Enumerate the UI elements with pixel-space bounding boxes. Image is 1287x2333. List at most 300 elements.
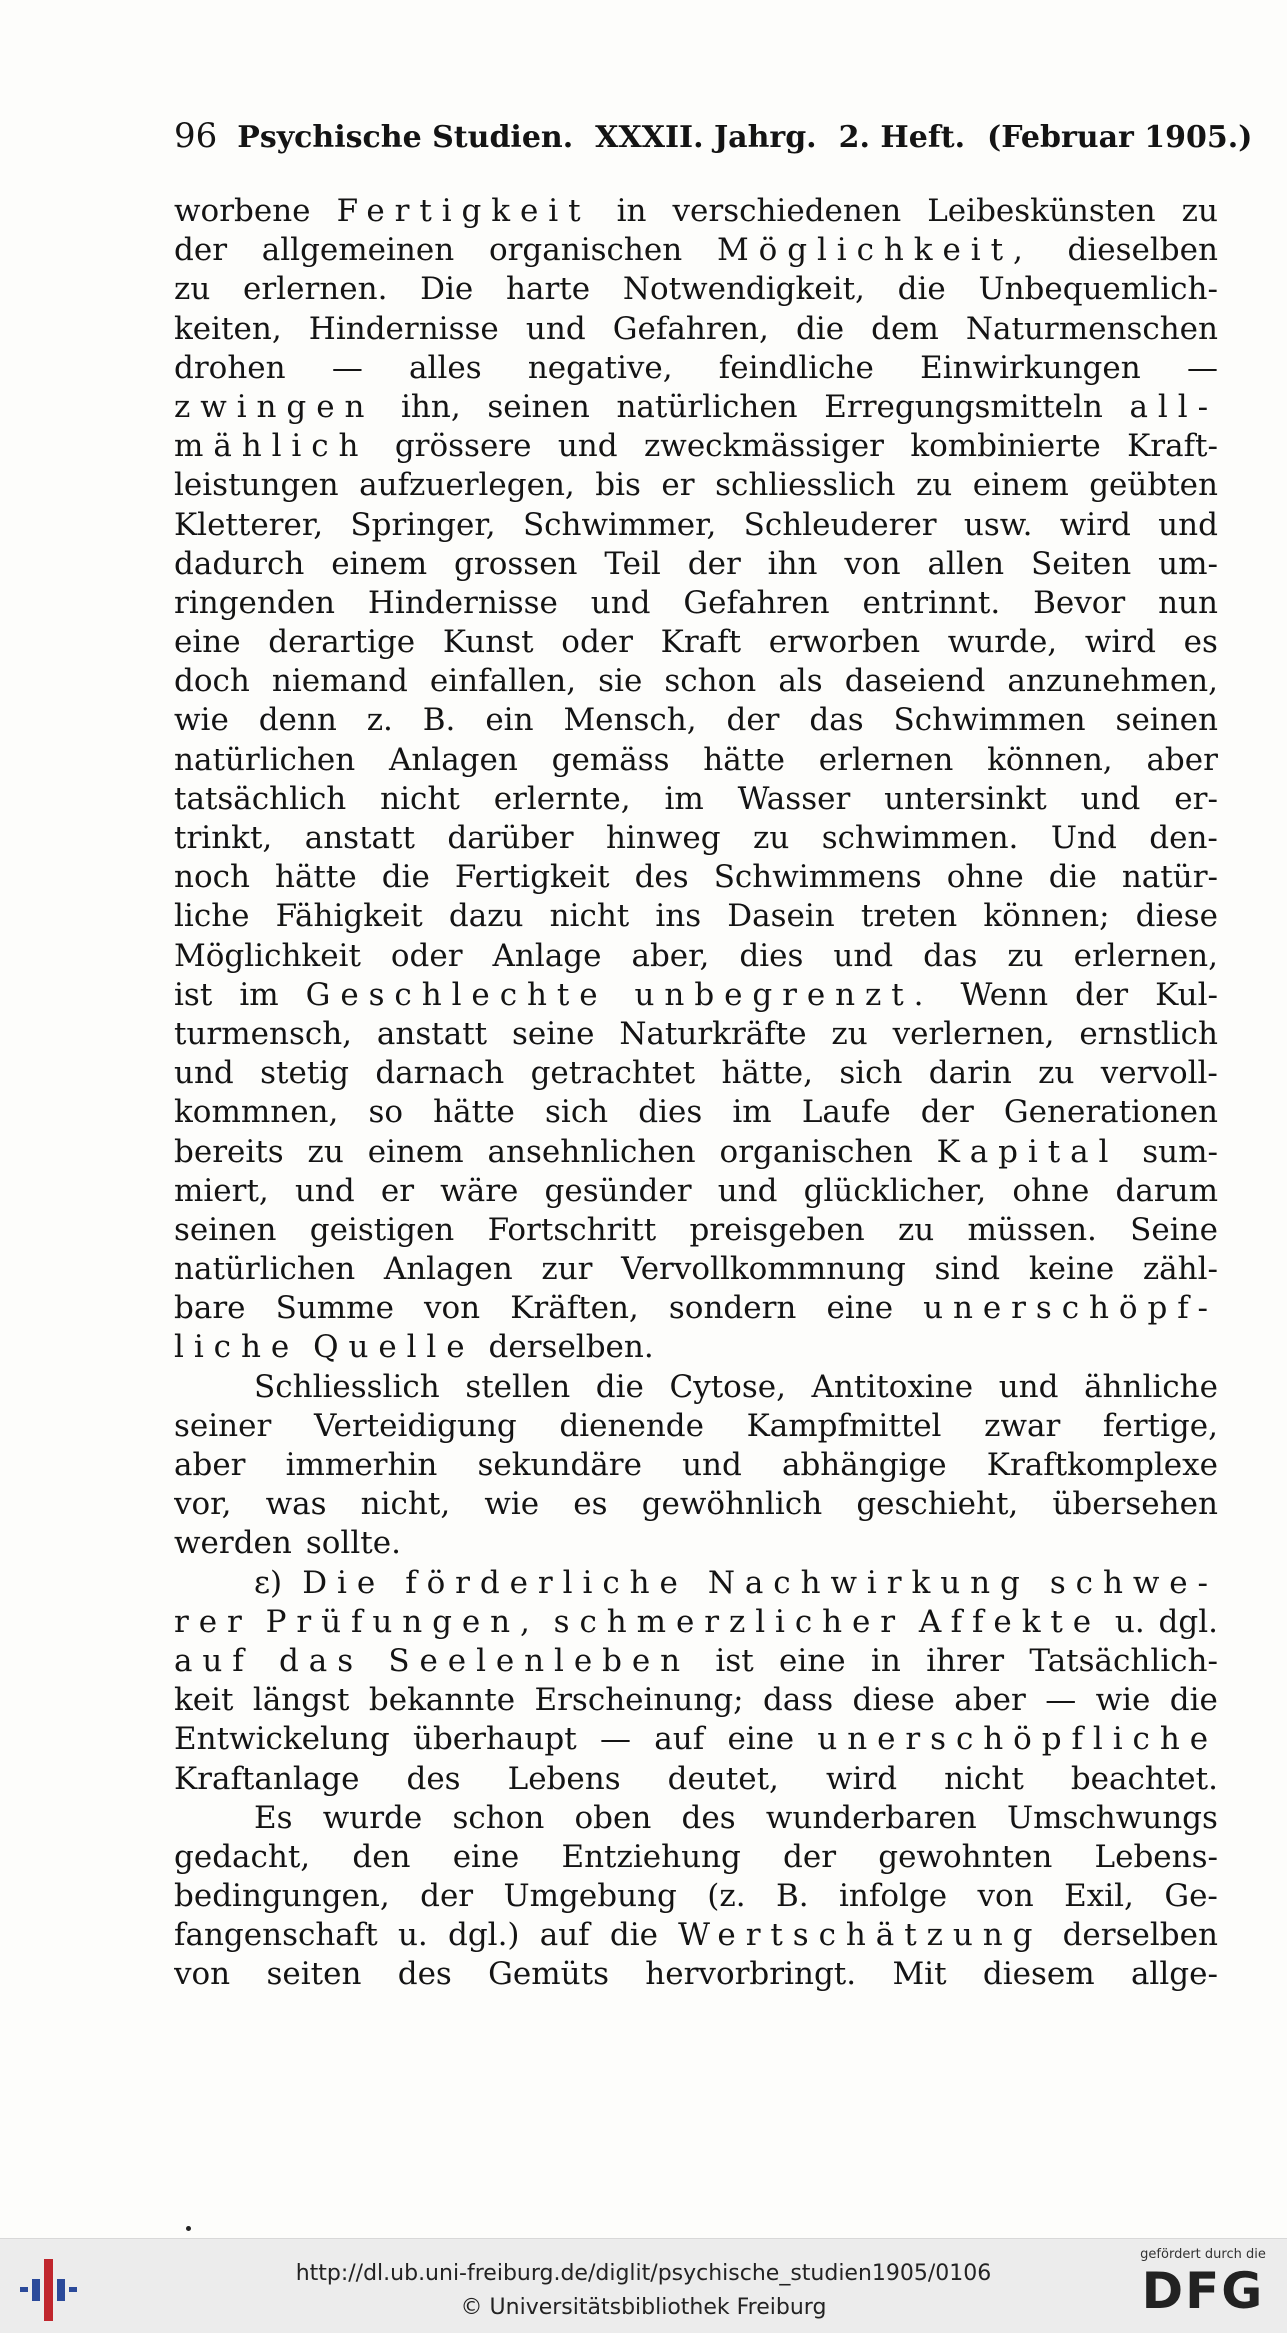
word: auf bbox=[539, 1917, 590, 1954]
word: und bbox=[998, 1368, 1059, 1405]
volume-label: XXXII. Jahrg. bbox=[595, 120, 817, 155]
word: deutet, bbox=[667, 1760, 779, 1797]
emphasized-word: schwe- bbox=[1049, 1564, 1218, 1601]
word: Einwirkungen bbox=[920, 349, 1141, 386]
text-line bbox=[174, 584, 1218, 623]
word: Notwendigkeit, bbox=[622, 271, 865, 308]
word: ins bbox=[655, 898, 702, 935]
word: dadurch bbox=[174, 545, 305, 582]
word: seinen bbox=[1115, 702, 1218, 739]
word: beachtet. bbox=[1070, 1760, 1218, 1797]
word: die bbox=[381, 859, 430, 896]
word: und bbox=[294, 1172, 355, 1209]
word: hätte bbox=[433, 1094, 515, 1131]
word: hervorbringt. bbox=[645, 1956, 857, 1993]
word: und bbox=[174, 1055, 234, 1092]
emphasized-word: förderliche bbox=[405, 1564, 688, 1601]
word: kommnen, bbox=[174, 1094, 339, 1131]
word: sekundäre bbox=[477, 1447, 642, 1483]
text-line bbox=[174, 545, 1218, 584]
word: in bbox=[870, 1642, 901, 1679]
word: Schliesslich bbox=[254, 1368, 440, 1405]
word: nun bbox=[1158, 584, 1218, 621]
word: erlernte, bbox=[493, 780, 631, 817]
word: nicht bbox=[944, 1760, 1024, 1797]
word: anstatt bbox=[376, 1015, 488, 1052]
word: nicht bbox=[380, 780, 460, 817]
word: dieselben bbox=[1067, 232, 1218, 269]
text-line bbox=[174, 1642, 1218, 1681]
word: der bbox=[420, 1878, 474, 1915]
text-line bbox=[174, 310, 1218, 349]
text-line bbox=[174, 1603, 1218, 1642]
word: und bbox=[1158, 506, 1218, 543]
word: dass bbox=[763, 1682, 834, 1719]
word: geübten bbox=[1089, 467, 1218, 504]
word: gesünder bbox=[544, 1172, 692, 1209]
word: überhaupt bbox=[412, 1721, 577, 1758]
word: diesem bbox=[982, 1956, 1095, 1993]
word: sum- bbox=[1142, 1133, 1218, 1170]
word: seiner bbox=[174, 1407, 272, 1444]
word: den bbox=[352, 1838, 411, 1875]
word: Vervollkommnung bbox=[621, 1251, 906, 1288]
word: keit bbox=[174, 1682, 234, 1719]
text-line bbox=[174, 623, 1218, 662]
word: es bbox=[1183, 624, 1218, 661]
word: die bbox=[1048, 859, 1097, 896]
word: Schwimmer, bbox=[522, 506, 717, 543]
word: Anlage bbox=[492, 937, 602, 974]
word: wurde bbox=[322, 1799, 423, 1836]
word: verschiedenen bbox=[672, 193, 902, 229]
word: der bbox=[174, 232, 228, 269]
word: erworben bbox=[768, 624, 921, 661]
word: Kraftanlage bbox=[174, 1760, 360, 1797]
word: und bbox=[557, 428, 618, 465]
word: Cytose, bbox=[669, 1368, 786, 1405]
issue-label: 2. Heft. bbox=[838, 120, 966, 155]
word: zu bbox=[753, 820, 790, 856]
text-line bbox=[174, 1211, 1218, 1250]
word: (z. bbox=[707, 1878, 746, 1915]
word: Exil, bbox=[1064, 1878, 1134, 1915]
word: dgl.) bbox=[447, 1917, 520, 1954]
word: Anlagen bbox=[383, 1251, 513, 1288]
text-line bbox=[174, 1054, 1218, 1093]
text-line bbox=[174, 1955, 1218, 1994]
word: der bbox=[726, 702, 780, 739]
word: ohne bbox=[946, 859, 1024, 896]
word: ihrer bbox=[926, 1642, 1005, 1679]
text-line bbox=[174, 1681, 1218, 1720]
word: Bevor bbox=[1033, 584, 1126, 621]
word: worbene bbox=[174, 193, 311, 229]
word: müssen. bbox=[967, 1211, 1097, 1248]
word: zu bbox=[897, 1211, 935, 1248]
word: hätte, bbox=[721, 1055, 813, 1092]
word: aber, bbox=[631, 937, 710, 974]
word: zu bbox=[174, 271, 211, 308]
word: dies bbox=[638, 1094, 703, 1131]
word: Unbequemlich- bbox=[978, 271, 1218, 308]
word: Naturkräfte bbox=[619, 1015, 807, 1052]
word: darüber bbox=[447, 820, 574, 856]
word: geschieht, bbox=[856, 1486, 1019, 1523]
text-line bbox=[174, 506, 1218, 545]
word: wird bbox=[825, 1760, 898, 1797]
word: wie bbox=[174, 702, 229, 739]
footer-bar bbox=[0, 2238, 1287, 2333]
word: können; bbox=[983, 898, 1110, 935]
word: das bbox=[923, 937, 978, 974]
text-line bbox=[174, 1093, 1218, 1132]
word: zwar bbox=[984, 1407, 1061, 1444]
word: Umschwungs bbox=[1006, 1799, 1218, 1836]
word: er bbox=[380, 1172, 415, 1209]
text-line bbox=[174, 858, 1218, 897]
word: Wasser bbox=[737, 780, 851, 817]
text-line bbox=[174, 741, 1218, 780]
emphasized-word: das bbox=[279, 1642, 364, 1679]
word: gewöhnlich bbox=[641, 1486, 823, 1523]
emphasized-word: Prüfungen, bbox=[265, 1603, 540, 1640]
word: bare bbox=[174, 1290, 246, 1327]
word: Laufe bbox=[801, 1094, 891, 1131]
word: kombinierte bbox=[910, 428, 1101, 465]
body-text bbox=[174, 192, 1218, 1995]
word: der bbox=[1075, 976, 1129, 1013]
text-line bbox=[174, 1328, 1218, 1367]
word: zu bbox=[307, 1133, 344, 1170]
word: Fähigkeit bbox=[275, 898, 423, 935]
word: B. bbox=[775, 1878, 809, 1915]
word: u. bbox=[1114, 1603, 1145, 1640]
word: wäre bbox=[440, 1172, 519, 1209]
word: wird bbox=[1059, 506, 1131, 543]
text-line bbox=[174, 937, 1218, 976]
running-header bbox=[174, 116, 1253, 166]
word: organischen bbox=[488, 232, 683, 269]
word: geistigen bbox=[309, 1211, 455, 1248]
word: Ge- bbox=[1164, 1878, 1218, 1915]
emphasized-word: Kapital bbox=[936, 1133, 1119, 1170]
text-line bbox=[174, 1799, 1218, 1838]
text-line bbox=[174, 192, 1218, 231]
text-line bbox=[174, 976, 1218, 1015]
word: bedingungen, bbox=[174, 1878, 390, 1915]
emphasized-word: unerschöpfliche bbox=[817, 1721, 1218, 1758]
emphasized-word: Fertigkeit bbox=[336, 193, 591, 229]
word: Möglichkeit bbox=[174, 937, 361, 974]
word: darin bbox=[928, 1055, 1012, 1092]
word: des bbox=[634, 859, 689, 896]
word: Schleuderer bbox=[743, 506, 937, 543]
word: ein bbox=[485, 702, 534, 739]
text-line bbox=[174, 1250, 1218, 1289]
word: schon bbox=[664, 663, 757, 700]
word: liche bbox=[174, 898, 250, 935]
word: allen bbox=[927, 545, 1005, 582]
dfg-logo bbox=[1135, 2245, 1271, 2329]
text-line bbox=[174, 662, 1218, 701]
word: — bbox=[599, 1721, 631, 1758]
word: harte bbox=[506, 271, 591, 308]
word: allge- bbox=[1130, 1956, 1218, 1993]
word: stellen bbox=[465, 1368, 571, 1405]
word: natürlichen bbox=[174, 1251, 356, 1288]
word: und bbox=[525, 310, 586, 347]
word: gewohnten bbox=[878, 1838, 1053, 1875]
word: Mit bbox=[892, 1956, 947, 1993]
word: sie bbox=[598, 663, 643, 700]
text-line bbox=[174, 427, 1218, 466]
word: Schwimmens bbox=[713, 859, 922, 896]
word: Schwimmen bbox=[893, 702, 1086, 739]
word: hätte bbox=[703, 741, 786, 778]
emphasized-word: zwingen bbox=[174, 388, 375, 425]
word: Mensch, bbox=[563, 702, 697, 739]
word: darnach bbox=[375, 1055, 505, 1092]
journal-title: Psychische Studien. bbox=[237, 120, 574, 155]
word: er- bbox=[1174, 780, 1218, 817]
word: eine bbox=[826, 1290, 894, 1327]
word: allgemeinen bbox=[261, 232, 455, 269]
word: Entziehung bbox=[561, 1838, 741, 1875]
emphasized-word: mählich bbox=[174, 428, 369, 465]
word: Kraftkomplexe bbox=[986, 1447, 1218, 1483]
word: vervoll- bbox=[1100, 1055, 1218, 1092]
text-line bbox=[174, 1172, 1218, 1211]
word: Kräften, bbox=[510, 1290, 639, 1327]
word: — bbox=[1186, 349, 1218, 386]
word: um- bbox=[1158, 545, 1218, 582]
word: zweckmässiger bbox=[643, 428, 884, 465]
word: Generationen bbox=[1003, 1094, 1218, 1131]
word: zu bbox=[1038, 1055, 1075, 1092]
text-line bbox=[174, 1916, 1218, 1955]
text-line bbox=[174, 1877, 1218, 1916]
word: sollte. bbox=[305, 1525, 401, 1562]
word: Dasein bbox=[727, 898, 835, 935]
word: gemäss bbox=[551, 741, 670, 778]
word: werden bbox=[174, 1525, 292, 1562]
word: als bbox=[778, 663, 823, 700]
word: zu bbox=[1007, 937, 1044, 974]
issue-date: (Februar 1905.) bbox=[987, 120, 1253, 155]
word: aber bbox=[1146, 741, 1218, 778]
word: leistungen bbox=[174, 467, 339, 504]
word: stetig bbox=[260, 1055, 350, 1092]
word: abhängige bbox=[781, 1447, 947, 1483]
text-line bbox=[174, 819, 1218, 858]
page-number: 96 bbox=[174, 116, 218, 156]
word: aufzuerlegen, bbox=[359, 467, 575, 504]
word: es bbox=[573, 1486, 608, 1523]
word: Erregungsmitteln bbox=[824, 388, 1103, 425]
text-line bbox=[174, 231, 1218, 270]
word: der bbox=[920, 1094, 974, 1131]
word: Kul- bbox=[1155, 976, 1218, 1013]
word: treten bbox=[860, 898, 958, 935]
word: Hindernisse bbox=[308, 310, 499, 347]
word: — bbox=[331, 349, 363, 386]
word: in bbox=[616, 193, 647, 229]
word: trinkt, bbox=[174, 820, 273, 856]
word: derselben. bbox=[488, 1329, 654, 1366]
word: von bbox=[977, 1878, 1034, 1915]
word: ε) bbox=[254, 1564, 283, 1601]
word: fertige, bbox=[1102, 1407, 1218, 1444]
word: Leibeskünsten bbox=[927, 193, 1156, 229]
word: Kraft bbox=[660, 624, 742, 661]
word: wie bbox=[1095, 1682, 1151, 1719]
word: bekannte bbox=[368, 1682, 516, 1719]
word: wird bbox=[1084, 624, 1156, 661]
text-line bbox=[174, 270, 1218, 309]
word: die bbox=[609, 1917, 658, 1954]
word: Und bbox=[1050, 820, 1117, 856]
text-line bbox=[174, 349, 1218, 388]
text-line bbox=[174, 1407, 1218, 1446]
word: Gefahren, bbox=[612, 310, 769, 347]
word: seiten bbox=[266, 1956, 362, 1993]
word: nicht bbox=[549, 898, 630, 935]
word: darum bbox=[1115, 1172, 1218, 1209]
word: Anlagen bbox=[388, 741, 518, 778]
word: feindliche bbox=[718, 349, 874, 386]
word: von bbox=[174, 1956, 231, 1993]
word: ihn bbox=[767, 545, 818, 582]
word: die bbox=[595, 1368, 644, 1405]
text-line bbox=[174, 1485, 1218, 1524]
word: Seiten bbox=[1030, 545, 1132, 582]
word: ist bbox=[715, 1642, 754, 1679]
word: Kunst bbox=[442, 624, 534, 661]
word: Verteidigung bbox=[313, 1407, 517, 1444]
emphasized-word: unerschöpf- bbox=[923, 1290, 1218, 1327]
word: Summe bbox=[275, 1290, 394, 1327]
word: dazu bbox=[448, 898, 524, 935]
word: natürlichen bbox=[616, 388, 798, 425]
emphasized-word: schmerzlicher bbox=[553, 1603, 906, 1640]
word: fangenschaft bbox=[174, 1917, 378, 1954]
word: Erscheinung; bbox=[534, 1682, 744, 1719]
word: zähl- bbox=[1142, 1251, 1218, 1288]
word: des bbox=[397, 1956, 452, 1993]
word: keiten, bbox=[174, 310, 282, 347]
word: aber bbox=[174, 1447, 246, 1483]
word: aber bbox=[954, 1682, 1026, 1719]
word: preisgeben bbox=[689, 1211, 865, 1248]
word: schon bbox=[452, 1799, 545, 1836]
word: Fortschritt bbox=[487, 1211, 657, 1248]
word: sind bbox=[934, 1251, 1001, 1288]
word: Es bbox=[254, 1799, 293, 1836]
word: der bbox=[687, 545, 741, 582]
word: entrinnt. bbox=[862, 584, 1001, 621]
word: getrachtet bbox=[530, 1055, 696, 1092]
emphasized-word: liche bbox=[174, 1329, 300, 1366]
word: können, bbox=[987, 741, 1113, 778]
word: ähnliche bbox=[1084, 1368, 1218, 1405]
word: des bbox=[406, 1760, 461, 1797]
word: was bbox=[265, 1486, 327, 1523]
word: untersinkt bbox=[884, 780, 1047, 817]
word: zu bbox=[831, 1015, 868, 1052]
word: Tatsächlich- bbox=[1029, 1642, 1218, 1679]
word: die bbox=[1169, 1682, 1218, 1719]
word: so bbox=[368, 1094, 404, 1131]
word: Lebens bbox=[507, 1760, 621, 1797]
text-line bbox=[174, 1720, 1218, 1759]
word: oder bbox=[561, 624, 633, 661]
word: bereits bbox=[174, 1133, 284, 1170]
word: diese bbox=[852, 1682, 935, 1719]
word: wie bbox=[484, 1486, 540, 1523]
word: infolge bbox=[839, 1878, 948, 1915]
word: Wenn bbox=[960, 976, 1049, 1013]
word: des bbox=[681, 1799, 736, 1836]
word: schliesslich bbox=[715, 467, 896, 504]
emphasized-word: all- bbox=[1129, 388, 1218, 425]
word: dgl. bbox=[1158, 1603, 1218, 1640]
word: im bbox=[732, 1094, 772, 1131]
word: sich bbox=[839, 1055, 903, 1092]
word: im bbox=[239, 976, 279, 1013]
word: natür- bbox=[1121, 859, 1218, 896]
word: eine bbox=[727, 1721, 795, 1758]
word: doch bbox=[174, 663, 250, 700]
word: oder bbox=[390, 937, 463, 974]
text-line bbox=[174, 1015, 1218, 1054]
emphasized-word: Geschlechte bbox=[305, 976, 608, 1013]
word: und bbox=[682, 1447, 742, 1483]
word: usw. bbox=[963, 506, 1033, 543]
word: zu bbox=[1181, 193, 1218, 229]
text-line bbox=[174, 1760, 1218, 1799]
word: hinweg bbox=[605, 820, 721, 856]
word: erlernen. bbox=[243, 271, 388, 308]
copyright-notice: © Universitätsbibliothek Freiburg bbox=[460, 2295, 827, 2320]
word: Umgebung bbox=[503, 1878, 677, 1915]
word: Seine bbox=[1130, 1211, 1218, 1248]
word: den- bbox=[1149, 820, 1218, 856]
text-line bbox=[174, 466, 1218, 505]
word: und bbox=[590, 584, 651, 621]
word: seinen bbox=[487, 388, 590, 425]
word: sich bbox=[545, 1094, 609, 1131]
word: ernstlich bbox=[1079, 1015, 1218, 1052]
emphasized-word: Nachwirkung bbox=[707, 1564, 1030, 1601]
word: ihn, bbox=[401, 388, 461, 425]
word: daseiend bbox=[844, 663, 986, 700]
emphasized-word: Die bbox=[302, 1564, 386, 1601]
word: anzunehmen, bbox=[1007, 663, 1218, 700]
word: dienende bbox=[559, 1407, 704, 1444]
word: zur bbox=[541, 1251, 593, 1288]
source-url[interactable]: http://dl.ub.uni-freiburg.de/diglit/psychische_studien1905/0106 bbox=[295, 2261, 992, 2286]
word: Teil bbox=[604, 545, 661, 582]
word: tatsächlich bbox=[174, 780, 347, 817]
word: anstatt bbox=[304, 820, 415, 856]
word: Kraft- bbox=[1127, 428, 1218, 465]
word: Springer, bbox=[350, 506, 496, 543]
word: erlernen bbox=[818, 741, 954, 778]
word: seine bbox=[511, 1015, 595, 1052]
word: u. bbox=[397, 1917, 428, 1954]
word: im bbox=[664, 780, 704, 817]
